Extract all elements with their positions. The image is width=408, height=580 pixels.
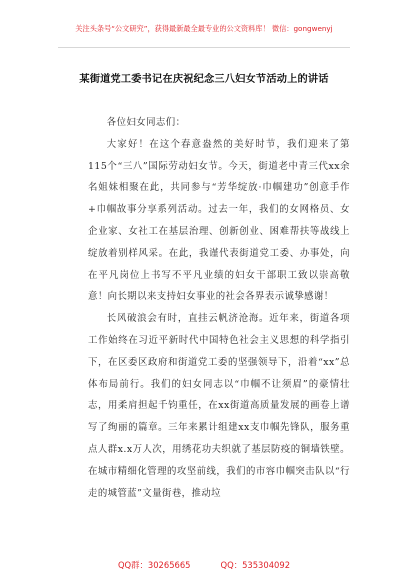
body-paragraph-1: 大家好！在这个春意盎然的美好时节，我们迎来了第115个“三八”国际劳动妇女节。今天，街道老中青三代xx余名姐妹相聚在此，共同参与“芳华绽放·巾帼建功”创意手作+巾帼故事分享系列活动。过去一年，我们的女网格员、女企业家、女社工在基层治理、创新创业、困难帮扶等战线上绽放着别样风采。在此，我谨代表街道党工委、办事处，向在平凡岗位上书写不平凡业绩的妇女干部职工致以崇高敬意！向长期以来支持妇女事业的社会各界表示诚挚感谢！: [88, 138, 350, 303]
footer-contact: [0, 559, 408, 571]
body-paragraph-2: 长风破浪会有时，直挂云帆济沧海。近年来，街道各项工作始终在习近平新时代中国特色社会主义思想的科学指引下，在区委区政府和街道党工委的坚强领导下，沿着“xx”总体布局前行。我们的妇女同志以“巾帼不让须眉”的豪情壮志，用柔肩担起千钧重任，在xx街道高质量发展的画卷上谱写了绚丽的篇章。三年来累计组建xx支巾帼先锋队，服务重点人群x.x万人次，用绣花功夫织就了基层防疫的铜墙铁壁。在城市精细化管理的攻坚前线，我们的市容巾帼突击队以“行走的城管蓝”文量街巷，推动垃: [88, 313, 350, 499]
header-banner: 关注头条号“公文研究”，获得最新最全最专业的公文资料库！ 微信：gongwenyj: [75, 24, 333, 33]
header-divider: [58, 47, 350, 48]
document-body: [88, 112, 350, 504]
footer-qq: QQ：535304092: [220, 560, 291, 570]
salutation: 各位妇女同志们：: [106, 117, 186, 128]
document-title: 某街道党工委书记在庆祝纪念三八妇女节活动上的讲话: [79, 73, 329, 85]
footer-qq-group: QQ群：30265665: [117, 560, 191, 570]
